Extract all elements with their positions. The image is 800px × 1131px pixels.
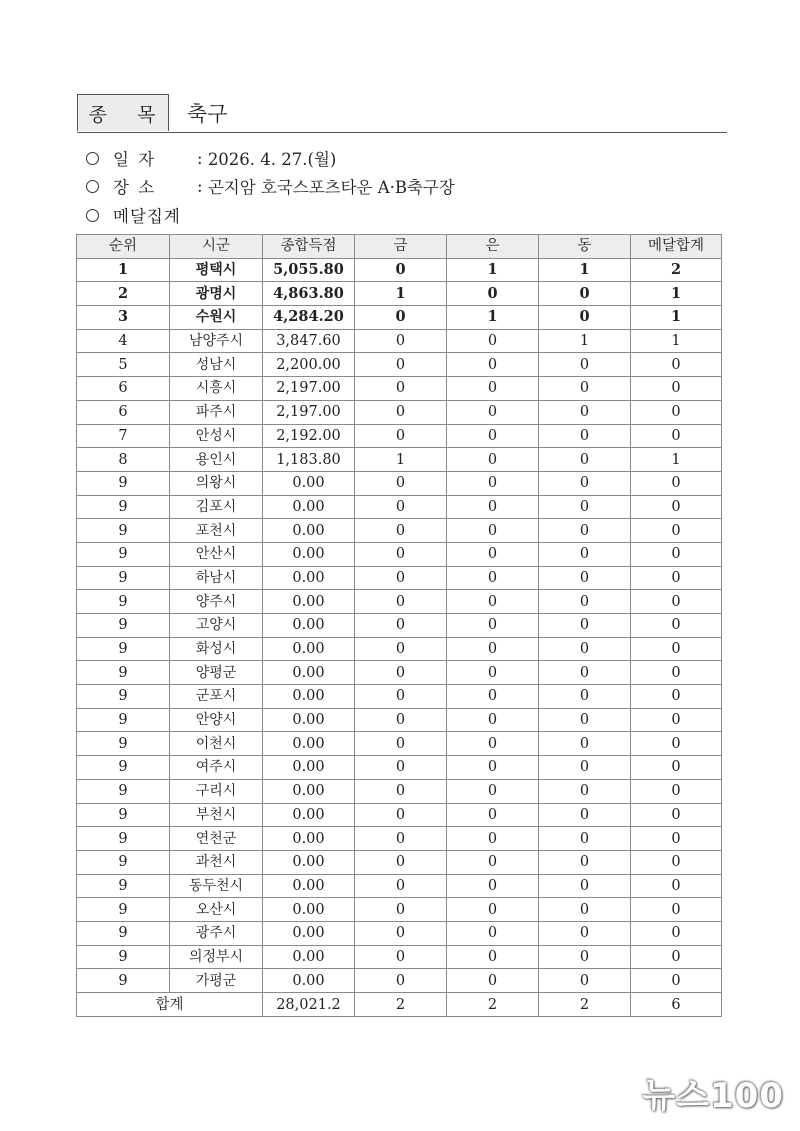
- col-city: 시군: [170, 235, 263, 259]
- cell-rank: 7: [77, 424, 170, 448]
- total-score: 28,021.2: [263, 993, 355, 1017]
- cell-bronze: 0: [539, 803, 631, 827]
- cell-rank: 9: [77, 685, 170, 709]
- table-row: [77, 874, 722, 898]
- cell-total: 0: [631, 779, 722, 803]
- cell-score: 0.00: [263, 637, 355, 661]
- cell-total: 0: [631, 969, 722, 993]
- cell-score: 0.00: [263, 874, 355, 898]
- cell-total: 0: [631, 732, 722, 756]
- cell-city: 부천시: [170, 803, 263, 827]
- table-row: [77, 779, 722, 803]
- cell-bronze: 0: [539, 306, 631, 330]
- cell-bronze: 0: [539, 969, 631, 993]
- cell-total: 0: [631, 685, 722, 709]
- cell-gold: 0: [355, 969, 447, 993]
- table-row: [77, 803, 722, 827]
- cell-total: 0: [631, 590, 722, 614]
- cell-silver: 0: [447, 400, 539, 424]
- cell-city: 의정부시: [170, 945, 263, 969]
- cell-rank: 9: [77, 471, 170, 495]
- table-row: [77, 519, 722, 543]
- cell-score: 0.00: [263, 827, 355, 851]
- total-row: [77, 993, 722, 1017]
- cell-city: 안양시: [170, 708, 263, 732]
- cell-city: 평택시: [170, 258, 263, 282]
- cell-silver: 0: [447, 969, 539, 993]
- cell-gold: 0: [355, 566, 447, 590]
- cell-total: 0: [631, 377, 722, 401]
- table-row: [77, 424, 722, 448]
- cell-silver: 0: [447, 708, 539, 732]
- cell-gold: 0: [355, 495, 447, 519]
- table-row: [77, 827, 722, 851]
- cell-score: 2,192.00: [263, 424, 355, 448]
- cell-gold: 0: [355, 353, 447, 377]
- cell-score: 0.00: [263, 471, 355, 495]
- cell-rank: 9: [77, 614, 170, 638]
- cell-bronze: 0: [539, 424, 631, 448]
- info-medal-summary: [86, 203, 181, 227]
- cell-score: 1,183.80: [263, 448, 355, 472]
- cell-silver: 0: [447, 590, 539, 614]
- cell-score: 0.00: [263, 945, 355, 969]
- cell-bronze: 0: [539, 921, 631, 945]
- cell-total: 0: [631, 542, 722, 566]
- cell-city: 남양주시: [170, 329, 263, 353]
- cell-rank: 9: [77, 519, 170, 543]
- info-date-sep: :: [197, 148, 203, 168]
- cell-score: 0.00: [263, 756, 355, 780]
- cell-gold: 0: [355, 945, 447, 969]
- cell-bronze: 0: [539, 542, 631, 566]
- table-row: [77, 448, 722, 472]
- table-row: [77, 708, 722, 732]
- cell-score: 0.00: [263, 898, 355, 922]
- cell-rank: 9: [77, 969, 170, 993]
- cell-total: 1: [631, 306, 722, 330]
- info-date-value: 2026. 4. 27.(월): [207, 150, 337, 169]
- col-silver: 은: [447, 235, 539, 259]
- total-bronze: 2: [539, 993, 631, 1017]
- table-body: [77, 258, 722, 992]
- table-row: [77, 850, 722, 874]
- cell-gold: 0: [355, 685, 447, 709]
- cell-silver: 0: [447, 827, 539, 851]
- cell-gold: 0: [355, 519, 447, 543]
- cell-bronze: 0: [539, 779, 631, 803]
- table-row: [77, 258, 722, 282]
- cell-gold: 0: [355, 542, 447, 566]
- cell-gold: 0: [355, 329, 447, 353]
- cell-score: 2,200.00: [263, 353, 355, 377]
- cell-gold: 0: [355, 803, 447, 827]
- event-label: 종 목: [77, 94, 169, 131]
- cell-total: 0: [631, 471, 722, 495]
- cell-rank: 9: [77, 661, 170, 685]
- cell-silver: 0: [447, 898, 539, 922]
- total-gold: 2: [355, 993, 447, 1017]
- table-row: [77, 566, 722, 590]
- cell-total: 1: [631, 282, 722, 306]
- table-row: [77, 637, 722, 661]
- cell-total: 0: [631, 424, 722, 448]
- cell-bronze: 0: [539, 637, 631, 661]
- cell-city: 수원시: [170, 306, 263, 330]
- cell-total: 0: [631, 353, 722, 377]
- cell-total: 2: [631, 258, 722, 282]
- cell-rank: 9: [77, 566, 170, 590]
- medal-table: [76, 234, 722, 1017]
- cell-total: 0: [631, 519, 722, 543]
- cell-score: 2,197.00: [263, 400, 355, 424]
- cell-bronze: 0: [539, 400, 631, 424]
- cell-rank: 9: [77, 921, 170, 945]
- cell-rank: 1: [77, 258, 170, 282]
- cell-bronze: 0: [539, 471, 631, 495]
- cell-silver: 1: [447, 258, 539, 282]
- col-score: 종합득점: [263, 235, 355, 259]
- cell-city: 가평군: [170, 969, 263, 993]
- cell-bronze: 1: [539, 258, 631, 282]
- cell-score: 0.00: [263, 685, 355, 709]
- table-row: [77, 471, 722, 495]
- cell-score: 0.00: [263, 495, 355, 519]
- cell-rank: 9: [77, 708, 170, 732]
- circle-bullet-icon: [86, 209, 99, 222]
- cell-score: 4,863.80: [263, 282, 355, 306]
- cell-bronze: 0: [539, 566, 631, 590]
- cell-city: 시흥시: [170, 377, 263, 401]
- cell-total: 0: [631, 945, 722, 969]
- cell-city: 성남시: [170, 353, 263, 377]
- cell-score: 0.00: [263, 614, 355, 638]
- cell-total: 0: [631, 708, 722, 732]
- col-bronze: 동: [539, 235, 631, 259]
- cell-gold: 0: [355, 590, 447, 614]
- cell-gold: 0: [355, 306, 447, 330]
- cell-silver: 0: [447, 921, 539, 945]
- table-row: [77, 542, 722, 566]
- watermark-logo: 뉴스100: [642, 1076, 784, 1116]
- cell-total: 0: [631, 827, 722, 851]
- table-row: [77, 732, 722, 756]
- table-row: [77, 306, 722, 330]
- info-venue-value: 곤지암 호국스포츠타운 A·B축구장: [207, 178, 455, 197]
- table-row: [77, 377, 722, 401]
- cell-bronze: 0: [539, 850, 631, 874]
- cell-city: 이천시: [170, 732, 263, 756]
- cell-score: 0.00: [263, 542, 355, 566]
- cell-score: 0.00: [263, 566, 355, 590]
- cell-city: 여주시: [170, 756, 263, 780]
- cell-gold: 0: [355, 708, 447, 732]
- cell-gold: 0: [355, 471, 447, 495]
- cell-gold: 0: [355, 779, 447, 803]
- cell-silver: 0: [447, 945, 539, 969]
- cell-bronze: 0: [539, 377, 631, 401]
- cell-total: 0: [631, 921, 722, 945]
- cell-total: 0: [631, 495, 722, 519]
- cell-rank: 3: [77, 306, 170, 330]
- cell-rank: 5: [77, 353, 170, 377]
- col-rank: 순위: [77, 235, 170, 259]
- event-header: [77, 94, 727, 133]
- table-header-row: [77, 235, 722, 259]
- cell-total: 0: [631, 898, 722, 922]
- cell-total: 0: [631, 637, 722, 661]
- cell-bronze: 0: [539, 661, 631, 685]
- cell-total: 0: [631, 661, 722, 685]
- cell-silver: 0: [447, 329, 539, 353]
- cell-gold: 0: [355, 850, 447, 874]
- cell-silver: 0: [447, 637, 539, 661]
- cell-bronze: 0: [539, 614, 631, 638]
- cell-silver: 0: [447, 661, 539, 685]
- cell-bronze: 0: [539, 448, 631, 472]
- table-row: [77, 945, 722, 969]
- cell-silver: 0: [447, 685, 539, 709]
- cell-rank: 9: [77, 827, 170, 851]
- cell-gold: 0: [355, 732, 447, 756]
- cell-total: 0: [631, 756, 722, 780]
- cell-city: 김포시: [170, 495, 263, 519]
- cell-gold: 0: [355, 424, 447, 448]
- cell-gold: 0: [355, 400, 447, 424]
- cell-gold: 0: [355, 258, 447, 282]
- cell-city: 용인시: [170, 448, 263, 472]
- cell-gold: 0: [355, 637, 447, 661]
- cell-silver: 0: [447, 471, 539, 495]
- cell-rank: 9: [77, 590, 170, 614]
- cell-city: 오산시: [170, 898, 263, 922]
- table-row: [77, 400, 722, 424]
- cell-city: 연천군: [170, 827, 263, 851]
- cell-city: 광주시: [170, 921, 263, 945]
- cell-rank: 9: [77, 637, 170, 661]
- cell-bronze: 0: [539, 353, 631, 377]
- info-date-key: 일 자: [113, 150, 157, 169]
- cell-silver: 0: [447, 756, 539, 780]
- table-row: [77, 898, 722, 922]
- table-row: [77, 282, 722, 306]
- cell-city: 포천시: [170, 519, 263, 543]
- cell-total: 0: [631, 566, 722, 590]
- total-medals: 6: [631, 993, 722, 1017]
- cell-bronze: 0: [539, 732, 631, 756]
- total-label: 합계: [77, 993, 263, 1017]
- table-row: [77, 969, 722, 993]
- cell-city: 동두천시: [170, 874, 263, 898]
- cell-rank: 6: [77, 377, 170, 401]
- cell-score: 4,284.20: [263, 306, 355, 330]
- cell-silver: 0: [447, 448, 539, 472]
- cell-silver: 0: [447, 732, 539, 756]
- cell-silver: 0: [447, 542, 539, 566]
- cell-rank: 9: [77, 495, 170, 519]
- cell-bronze: 0: [539, 519, 631, 543]
- cell-score: 0.00: [263, 969, 355, 993]
- cell-total: 1: [631, 448, 722, 472]
- circle-bullet-icon: [86, 152, 99, 165]
- cell-rank: 8: [77, 448, 170, 472]
- total-silver: 2: [447, 993, 539, 1017]
- cell-bronze: 0: [539, 874, 631, 898]
- cell-gold: 1: [355, 282, 447, 306]
- cell-bronze: 0: [539, 708, 631, 732]
- cell-gold: 0: [355, 921, 447, 945]
- cell-bronze: 1: [539, 329, 631, 353]
- info-venue-sep: :: [197, 176, 203, 196]
- cell-score: 0.00: [263, 708, 355, 732]
- cell-gold: 0: [355, 874, 447, 898]
- table-row: [77, 614, 722, 638]
- cell-city: 구리시: [170, 779, 263, 803]
- cell-rank: 9: [77, 542, 170, 566]
- cell-score: 5,055.80: [263, 258, 355, 282]
- cell-rank: 9: [77, 756, 170, 780]
- cell-city: 화성시: [170, 637, 263, 661]
- cell-bronze: 0: [539, 282, 631, 306]
- info-date: [86, 146, 336, 170]
- cell-gold: 0: [355, 756, 447, 780]
- cell-rank: 9: [77, 874, 170, 898]
- cell-score: 0.00: [263, 661, 355, 685]
- cell-silver: 0: [447, 803, 539, 827]
- cell-city: 안산시: [170, 542, 263, 566]
- table-row: [77, 590, 722, 614]
- cell-silver: 0: [447, 519, 539, 543]
- cell-rank: 9: [77, 779, 170, 803]
- col-medal-total: 메달합계: [631, 235, 722, 259]
- cell-score: 3,847.60: [263, 329, 355, 353]
- cell-silver: 0: [447, 614, 539, 638]
- cell-rank: 9: [77, 803, 170, 827]
- cell-bronze: 0: [539, 685, 631, 709]
- table-row: [77, 685, 722, 709]
- cell-score: 0.00: [263, 779, 355, 803]
- cell-rank: 9: [77, 898, 170, 922]
- cell-total: 0: [631, 874, 722, 898]
- cell-score: 2,197.00: [263, 377, 355, 401]
- cell-score: 0.00: [263, 921, 355, 945]
- info-venue: [86, 174, 455, 198]
- cell-rank: 2: [77, 282, 170, 306]
- cell-rank: 9: [77, 945, 170, 969]
- table-row: [77, 661, 722, 685]
- cell-gold: 0: [355, 661, 447, 685]
- cell-total: 0: [631, 400, 722, 424]
- cell-silver: 1: [447, 306, 539, 330]
- cell-total: 0: [631, 803, 722, 827]
- info-venue-key: 장 소: [113, 178, 157, 197]
- cell-bronze: 0: [539, 898, 631, 922]
- circle-bullet-icon: [86, 180, 99, 193]
- info-medal-key: 메달집계: [113, 207, 181, 226]
- cell-silver: 0: [447, 377, 539, 401]
- cell-score: 0.00: [263, 590, 355, 614]
- cell-total: 1: [631, 329, 722, 353]
- cell-score: 0.00: [263, 732, 355, 756]
- cell-gold: 0: [355, 827, 447, 851]
- cell-gold: 0: [355, 377, 447, 401]
- table-row: [77, 329, 722, 353]
- cell-rank: 9: [77, 850, 170, 874]
- cell-city: 광명시: [170, 282, 263, 306]
- cell-silver: 0: [447, 874, 539, 898]
- cell-bronze: 0: [539, 495, 631, 519]
- cell-city: 과천시: [170, 850, 263, 874]
- cell-silver: 0: [447, 566, 539, 590]
- cell-gold: 0: [355, 614, 447, 638]
- cell-bronze: 0: [539, 590, 631, 614]
- cell-city: 의왕시: [170, 471, 263, 495]
- cell-total: 0: [631, 850, 722, 874]
- cell-silver: 0: [447, 353, 539, 377]
- cell-silver: 0: [447, 424, 539, 448]
- cell-city: 파주시: [170, 400, 263, 424]
- cell-rank: 4: [77, 329, 170, 353]
- table-row: [77, 353, 722, 377]
- cell-bronze: 0: [539, 827, 631, 851]
- cell-city: 양평군: [170, 661, 263, 685]
- cell-score: 0.00: [263, 803, 355, 827]
- cell-city: 양주시: [170, 590, 263, 614]
- cell-score: 0.00: [263, 850, 355, 874]
- cell-bronze: 0: [539, 756, 631, 780]
- cell-score: 0.00: [263, 519, 355, 543]
- cell-total: 0: [631, 614, 722, 638]
- cell-silver: 0: [447, 495, 539, 519]
- cell-city: 안성시: [170, 424, 263, 448]
- cell-silver: 0: [447, 779, 539, 803]
- cell-bronze: 0: [539, 945, 631, 969]
- table-row: [77, 756, 722, 780]
- cell-city: 고양시: [170, 614, 263, 638]
- cell-gold: 0: [355, 898, 447, 922]
- cell-silver: 0: [447, 282, 539, 306]
- cell-city: 군포시: [170, 685, 263, 709]
- cell-rank: 9: [77, 732, 170, 756]
- col-gold: 금: [355, 235, 447, 259]
- cell-gold: 1: [355, 448, 447, 472]
- event-name: 축구: [187, 102, 228, 126]
- cell-silver: 0: [447, 850, 539, 874]
- cell-city: 하남시: [170, 566, 263, 590]
- table-row: [77, 921, 722, 945]
- cell-rank: 6: [77, 400, 170, 424]
- table-row: [77, 495, 722, 519]
